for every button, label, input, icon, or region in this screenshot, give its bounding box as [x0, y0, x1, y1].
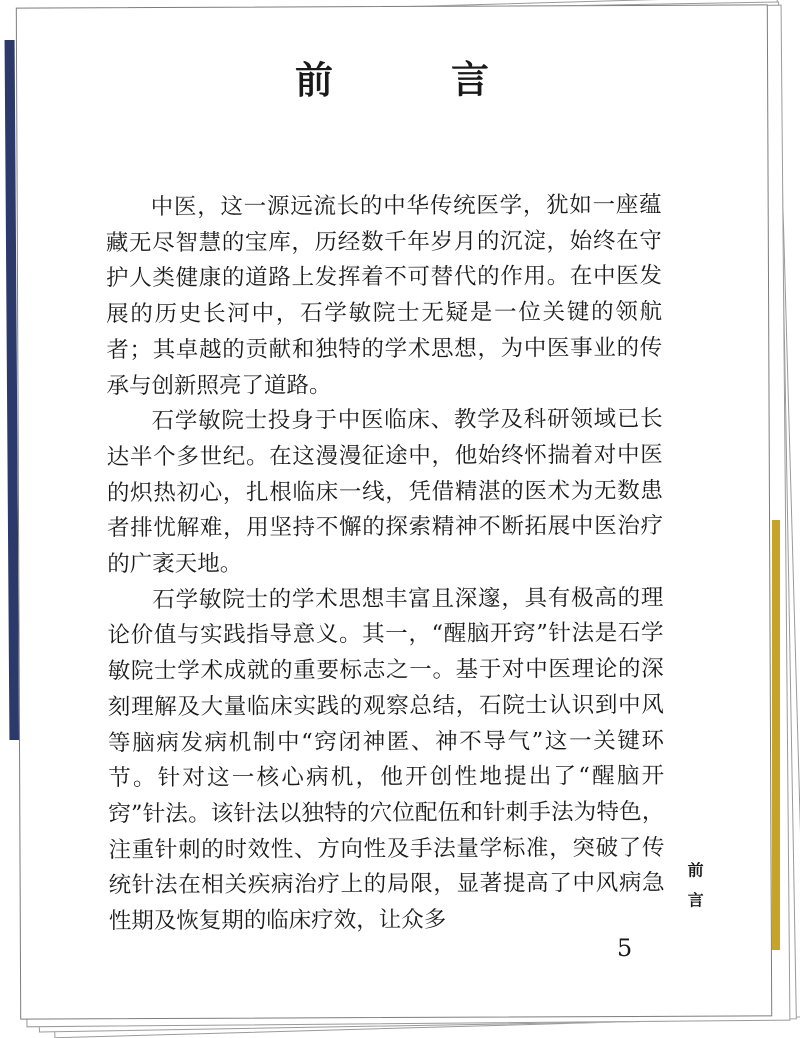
- paragraph-3: 石学敏院士的学术思想丰富且深邃，具有极高的理论价值与实践指导意义。其一，“醒脑开窍”针法是石学敏院士学术成就的重要标志之一。基于对中医理论的深刻理解及大量临床实践的观察总结，石院士认识到中风等脑病发病机制中“窍闭神匿、神不导气”这一关键环节。针对这一核心病机，他开创性地提出了“醒脑开窍”针法。该针法以独特的穴位配伍和针刺手法为特色，注重针刺的时效性、方向性及手法量学标准，突破了传统针法在相关疾病治疗上的局限，显著提高了中风病急性期及恢复期的临床疗效，让众多: [107, 584, 665, 935]
- document-page: [16, 4, 772, 1019]
- right-edge-stripe: [772, 520, 780, 950]
- side-chapter-tab: 前言: [687, 860, 704, 910]
- page-number: 5: [616, 933, 633, 963]
- paragraph-1: 中医，这一源远流长的中华传统医学，犹如一座蕴藏无尽智慧的宝库，历经数千年岁月的沉淀，始终在守护人类健康的道路上发挥着不可替代的作用。在中医发展的历史长河中，石学敏院士无疑是一位关键的领航者；其卓越的贡献和独特的学术思想，为中医事业的传承与创新照亮了道路。: [105, 191, 663, 399]
- page-title: 前 言: [295, 56, 530, 103]
- paragraph-2: 石学敏院士投身于中医临床、教学及科研领域已长达半个多世纪。在这漫漫征途中，他始终怀揣着对中医的炽热初心，扎根临床一线，凭借精湛的医术为无数患者排忧解难，用坚持不懈的探索精神不断拓展中医治疗的广袤天地。: [106, 406, 664, 578]
- body-text: [106, 188, 665, 940]
